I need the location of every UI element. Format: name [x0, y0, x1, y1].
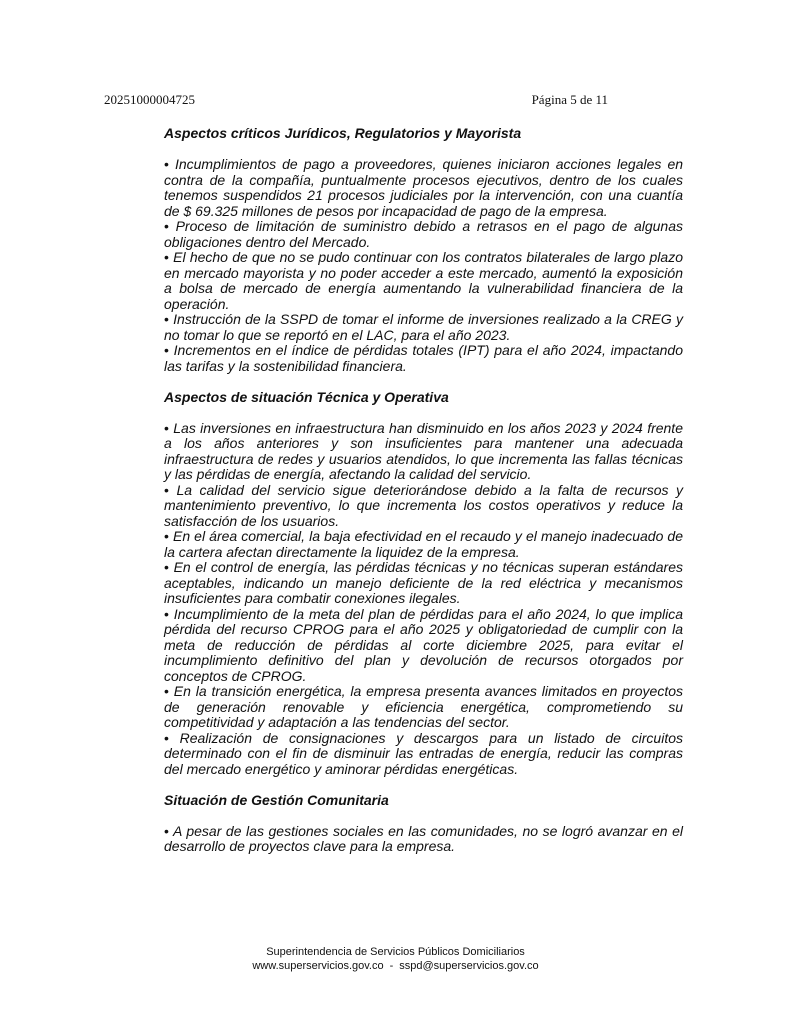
- list-item: [164, 219, 683, 250]
- bullet-icon: •: [164, 559, 169, 575]
- bullet-icon: •: [164, 218, 169, 234]
- page-footer: [0, 945, 791, 973]
- list-item-text: Instrucción de la SSPD de tomar el informe de inversiones realizado a la CREG y no tomar lo que se reportó en el LAC, para el año 2023.: [164, 311, 684, 343]
- section-juridicos-regulatorios: [164, 126, 683, 374]
- bullet-list: [164, 421, 683, 778]
- bullet-list: [164, 824, 683, 855]
- bullet-icon: •: [164, 605, 169, 622]
- list-item-text: En el área comercial, la baja efectividad en el recaudo y el manejo inadecuado de la cartera afectan directamente la liquidez de la empresa.: [164, 528, 683, 560]
- bullet-icon: •: [164, 311, 169, 327]
- bullet-icon: •: [164, 419, 169, 436]
- bullet-icon: •: [164, 156, 169, 172]
- list-item-text: La calidad del servicio sigue deteriorándose debido a la falta de recursos y mantenimiento preventivo, lo que incrementa los costos operativos y reduce la satisfacción de los usuarios.: [164, 481, 684, 529]
- section-title: Aspectos críticos Jurídicos, Regulatorios y Mayorista: [164, 125, 522, 141]
- page-number: Página 5 de 11: [531, 92, 608, 107]
- bullet-list: [164, 157, 683, 374]
- list-item: [164, 529, 683, 560]
- list-item: [164, 483, 683, 530]
- section-gestion-comunitaria: [164, 793, 683, 855]
- list-item-text: El hecho de que no se pudo continuar con los contratos bilaterales de largo plazo en mercado mayorista y no poder acceder a este mercado, aumentó la exposición a bolsa de mercado de energía aumentando la vulnerabilidad financiera de la operación.: [164, 249, 683, 312]
- list-item-text: Las inversiones en infraestructura han disminuido en los años 2023 y 2024 frente a los años anteriores y son insuficientes para mantener una adecuada infraestructura de redes y usuarios atendidos, lo que incrementa las fallas técnicas y las pérdidas de energía, afectando la calidad del servicio.: [164, 419, 683, 482]
- footer-organization: Superintendencia de Servicios Públicos Domiciliarios: [266, 946, 525, 958]
- bullet-icon: •: [164, 528, 169, 544]
- list-item: [164, 250, 683, 312]
- bullet-icon: •: [164, 481, 169, 498]
- list-item: [164, 607, 683, 685]
- list-item: [164, 560, 683, 607]
- list-item: [164, 157, 683, 219]
- section-title: Aspectos de situación Técnica y Operativa: [164, 388, 449, 405]
- bullet-icon: •: [164, 342, 169, 358]
- list-item: [164, 343, 683, 374]
- footer-email-link[interactable]: sspd@superservicios.gov.co: [399, 960, 539, 972]
- footer-website-link[interactable]: www.superservicios.gov.co: [252, 960, 384, 972]
- footer-contact: [0, 959, 791, 973]
- bullet-icon: •: [164, 249, 169, 265]
- list-item-text: Incumplimientos de pago a proveedores, quienes iniciaron acciones legales en contra de la compañía, puntualmente procesos ejecutivos, dentro de los cuales tenemos suspendidos 21 procesos judiciales por la intervención, con una cuantía de $ 69.325 millones de pesos por incapacidad de pago de la empresa.: [164, 156, 684, 219]
- bullet-icon: •: [164, 729, 169, 746]
- list-item: [164, 684, 683, 731]
- list-item-text: Incrementos en el índice de pérdidas totales (IPT) para el año 2024, impactando las tarifas y la sostenibilidad financiera.: [164, 342, 683, 374]
- list-item: [164, 312, 683, 343]
- section-title: Situación de Gestión Comunitaria: [164, 791, 389, 808]
- bullet-icon: •: [164, 683, 169, 699]
- list-item-text: En la transición energética, la empresa presenta avances limitados en proyectos de generación renovable y eficiencia energética, comprometiendo su competitividad y adaptación a las tendencias del sector.: [164, 683, 684, 730]
- document-number: 20251000004725: [104, 92, 195, 107]
- list-item: [164, 421, 683, 483]
- list-item: [164, 824, 683, 855]
- document-body: [164, 126, 683, 870]
- list-item-text: En el control de energía, las pérdidas técnicas y no técnicas superan estándares aceptables, indicando un manejo deficiente de la red eléctrica y mecanismos insuficientes para combatir conexiones ilegales.: [164, 559, 684, 606]
- list-item-text: Proceso de limitación de suministro debido a retrasos en el pago de algunas obligaciones dentro del Mercado.: [164, 218, 684, 250]
- list-item-text: Incumplimiento de la meta del plan de pérdidas para el año 2024, lo que implica pérdida del recurso CPROG para el año 2025 y obligatoriedad de cumplir con la meta de reducción de pérdidas al corte diciembre 2025, para evitar el incumplimiento definitivo del plan y devolución de recursos otorgados por conceptos de CPROG.: [164, 605, 683, 684]
- list-item: [164, 731, 683, 778]
- bullet-icon: •: [164, 822, 169, 839]
- list-item-text: Realización de consignaciones y descargos para un listado de circuitos determinado con el fin de disminuir las entradas de energía, reducir las compras del mercado energético y aminorar pérdidas energéticas.: [164, 729, 683, 777]
- footer-separator: -: [389, 960, 394, 972]
- section-tecnica-operativa: [164, 390, 683, 778]
- list-item-text: A pesar de las gestiones sociales en las comunidades, no se logró avanzar en el desarrollo de proyectos clave para la empresa.: [164, 822, 684, 854]
